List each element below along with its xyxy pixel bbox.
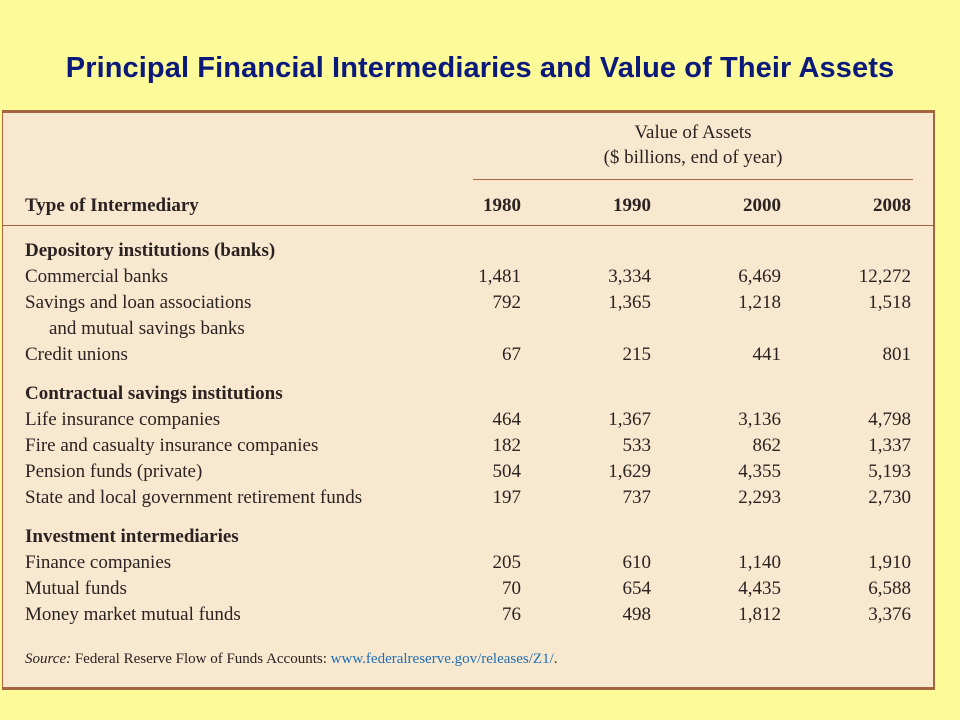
table-cell: 76 bbox=[502, 604, 521, 625]
source-link[interactable]: www.federalreserve.gov/releases/Z1/ bbox=[330, 651, 554, 667]
type-column-header: Type of Intermediary bbox=[25, 195, 199, 216]
table-cell: 1,910 bbox=[868, 552, 911, 573]
table-cell: 205 bbox=[492, 552, 521, 573]
table-cell: 5,193 bbox=[868, 461, 911, 482]
column-header-divider bbox=[3, 225, 933, 226]
row-label-continuation: and mutual savings banks bbox=[49, 318, 245, 339]
table-row bbox=[3, 433, 933, 459]
table-cell: 215 bbox=[622, 344, 651, 365]
table-cell: 533 bbox=[622, 435, 651, 456]
table-cell: 1,365 bbox=[608, 292, 651, 313]
table-cell: 792 bbox=[492, 292, 521, 313]
assets-table bbox=[3, 113, 933, 687]
value-header-line2: ($ billions, end of year) bbox=[603, 147, 783, 168]
table-cell: 1,367 bbox=[608, 409, 651, 430]
row-label: Commercial banks bbox=[25, 266, 168, 287]
row-label: Pension funds (private) bbox=[25, 461, 203, 482]
table-cell: 1,481 bbox=[478, 266, 521, 287]
row-label: Fire and casualty insurance companies bbox=[25, 435, 319, 456]
section-title: Depository institutions (banks) bbox=[25, 240, 276, 261]
table-row bbox=[3, 576, 933, 602]
source-end: . bbox=[553, 651, 558, 667]
row-label: State and local government retirement funds bbox=[25, 487, 363, 508]
table-cell: 737 bbox=[622, 487, 651, 508]
table-cell: 70 bbox=[502, 578, 521, 599]
table-cell: 2,293 bbox=[738, 487, 781, 508]
table-row bbox=[3, 459, 933, 485]
table-cell: 1,629 bbox=[608, 461, 651, 482]
section-spacer bbox=[3, 368, 933, 381]
row-label: Life insurance companies bbox=[25, 409, 221, 430]
table-row bbox=[3, 485, 933, 511]
column-header-row bbox=[3, 193, 933, 219]
year-column-header: 1980 bbox=[483, 195, 521, 216]
table-row bbox=[3, 550, 933, 576]
table-body bbox=[3, 238, 933, 628]
source-text: Federal Reserve Flow of Funds Accounts: bbox=[71, 651, 331, 667]
table-cell: 1,812 bbox=[738, 604, 781, 625]
table-cell: 610 bbox=[622, 552, 651, 573]
table-cell: 1,337 bbox=[868, 435, 911, 456]
table-row bbox=[3, 264, 933, 290]
table-cell: 3,334 bbox=[608, 266, 651, 287]
row-label: Mutual funds bbox=[25, 578, 127, 599]
table-cell: 654 bbox=[622, 578, 651, 599]
table-cell: 801 bbox=[882, 344, 911, 365]
table-row bbox=[3, 407, 933, 433]
header-divider bbox=[473, 179, 913, 180]
table-cell: 4,435 bbox=[738, 578, 781, 599]
row-label: Money market mutual funds bbox=[25, 604, 241, 625]
table-cell: 498 bbox=[622, 604, 651, 625]
table-cell: 3,136 bbox=[738, 409, 781, 430]
section-title: Investment intermediaries bbox=[25, 526, 239, 547]
year-column-header: 1990 bbox=[613, 195, 651, 216]
table-cell: 1,518 bbox=[868, 292, 911, 313]
slide-title: Principal Financial Intermediaries and Value of Their Assets bbox=[65, 52, 895, 84]
assets-table-panel bbox=[2, 110, 935, 690]
table-cell: 182 bbox=[492, 435, 521, 456]
table-cell: 504 bbox=[492, 461, 521, 482]
row-label: Savings and loan associations bbox=[25, 292, 252, 313]
table-cell: 197 bbox=[492, 487, 521, 508]
table-cell: 2,730 bbox=[868, 487, 911, 508]
table-row bbox=[3, 342, 933, 368]
table-cell: 4,798 bbox=[868, 409, 911, 430]
table-cell: 441 bbox=[752, 344, 781, 365]
table-row bbox=[3, 602, 933, 628]
year-column-header: 2008 bbox=[873, 195, 911, 216]
table-cell: 67 bbox=[502, 344, 521, 365]
table-cell: 464 bbox=[492, 409, 521, 430]
source-note bbox=[25, 651, 558, 668]
table-cell: 1,218 bbox=[738, 292, 781, 313]
table-cell: 3,376 bbox=[868, 604, 911, 625]
table-row bbox=[3, 290, 933, 342]
table-cell: 12,272 bbox=[858, 266, 911, 287]
table-cell: 1,140 bbox=[738, 552, 781, 573]
row-label: Finance companies bbox=[25, 552, 172, 573]
source-label: Source: bbox=[25, 651, 72, 667]
row-label: Credit unions bbox=[25, 344, 128, 365]
table-cell: 862 bbox=[752, 435, 781, 456]
table-cell: 6,469 bbox=[738, 266, 781, 287]
table-cell: 6,588 bbox=[868, 578, 911, 599]
section-title: Contractual savings institutions bbox=[25, 383, 283, 404]
year-column-header: 2000 bbox=[743, 195, 781, 216]
section-spacer bbox=[3, 511, 933, 524]
value-header-line1: Value of Assets bbox=[634, 122, 752, 143]
table-cell: 4,355 bbox=[738, 461, 781, 482]
